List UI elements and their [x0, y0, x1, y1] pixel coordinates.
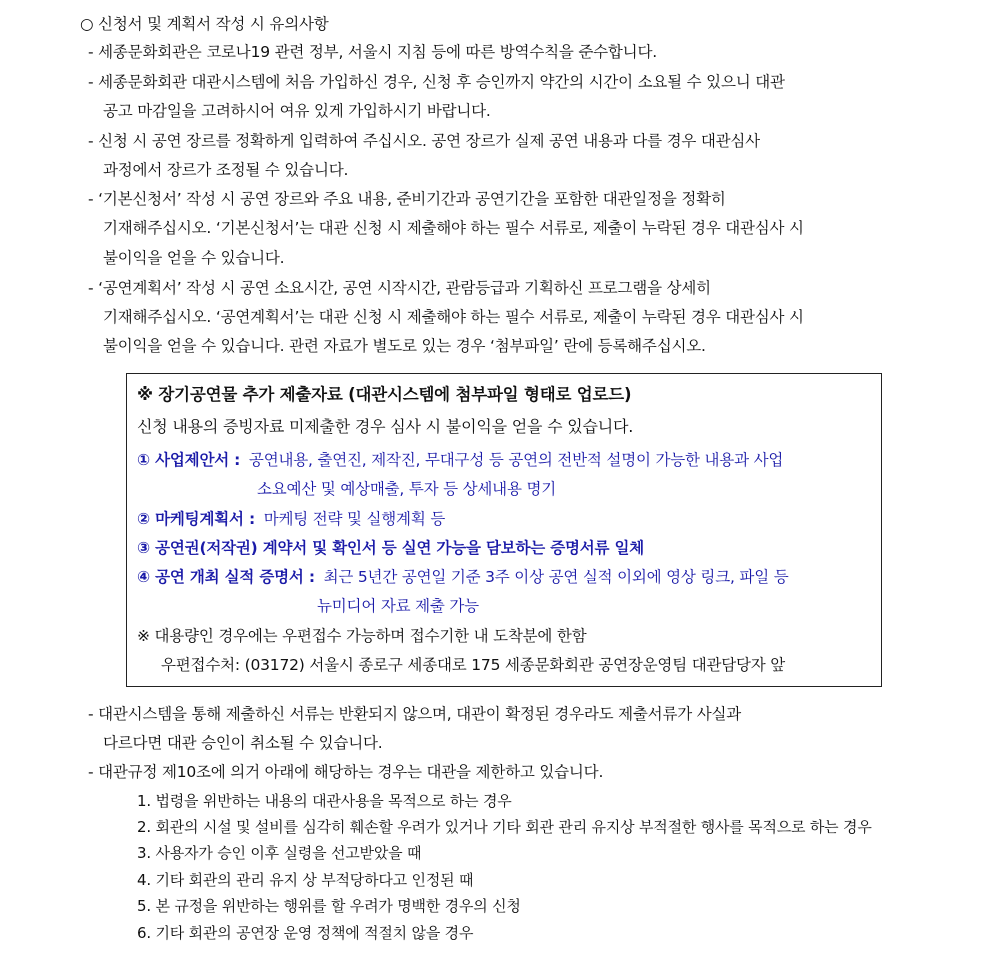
list-item: 5. 본 규정을 위반하는 행위를 할 우려가 명백한 경우의 신청	[137, 897, 521, 915]
notice-item-4-label: ④ 공연 개최 실적 증명서 :	[137, 568, 315, 586]
notice-item-1	[137, 448, 783, 472]
list-item: 4. 기타 회관의 관리 유지 상 부적당하다고 인정된 때	[137, 871, 474, 889]
bullet-genre: - 신청 시 공연 장르를 정확하게 입력하여 주십시오. 공연 장르가 실제 공연 내용과 다를 경우 대관심사	[88, 132, 760, 150]
notice-box-title: ※ 장기공연물 추가 제출자료 (대관시스템에 첨부파일 형태로 업로드)	[137, 385, 632, 404]
bullet-basic-form-cont2: 불이익을 얻을 수 있습니다.	[103, 249, 285, 267]
notice-item-4	[137, 565, 788, 589]
notice-item-1-cont: 소요예산 및 예상매출, 투자 등 상세내용 명기	[257, 480, 557, 498]
bullet-signup-cont: 공고 마감일을 고려하시어 여유 있게 가입하시기 바랍니다.	[103, 102, 491, 120]
bullet-basic-form-cont1: 기재해주십시오. ‘기본신청서’는 대관 신청 시 제출해야 하는 필수 서류로, 제출이 누락된 경우 대관심사 시	[103, 219, 804, 237]
bullet-covid: - 세종문화회관은 코로나19 관련 정부, 서울시 지침 등에 따른 방역수칙을 준수합니다.	[88, 43, 657, 61]
bullet-performance-plan: - ‘공연계획서’ 작성 시 공연 소요시간, 공연 시작시간, 관람등급과 기획하신 프로그램을 상세히	[88, 279, 711, 297]
section-heading: ○ 신청서 및 계획서 작성 시 유의사항	[80, 15, 329, 33]
notice-item-1-label: ① 사업제안서 :	[137, 451, 241, 469]
list-item: 6. 기타 회관의 공연장 운영 정책에 적절치 않을 경우	[137, 924, 474, 942]
notice-large-file-note: ※ 대용량인 경우에는 우편접수 가능하며 접수기한 내 도착분에 한함	[137, 627, 587, 645]
list-item: 2. 회관의 시설 및 설비를 심각히 훼손할 우려가 있거나 기타 회관 관리 유지상 부적절한 행사를 목적으로 하는 경우	[137, 818, 872, 836]
list-item: 3. 사용자가 승인 이후 실령을 선고받았을 때	[137, 844, 422, 862]
notice-item-4-cont: 뉴미디어 자료 제출 가능	[317, 597, 479, 615]
bullet-restriction-intro: - 대관규정 제10조에 의거 아래에 해당하는 경우는 대관을 제한하고 있습니다.	[88, 763, 604, 781]
notice-item-4-text: 최근 5년간 공연일 기준 3주 이상 공연 실적 이외에 영상 링크, 파일 등	[323, 568, 789, 586]
bullet-basic-form: - ‘기본신청서’ 작성 시 공연 장르와 주요 내용, 준비기간과 공연기간을 포함한 대관일정을 정확히	[88, 190, 726, 208]
notice-mail-address: 우편접수처: (03172) 서울시 종로구 세종대로 175 세종문화회관 공연장운영팀 대관담당자 앞	[161, 656, 786, 674]
notice-item-3: ③ 공연권(저작권) 계약서 및 확인서 등 실연 가능을 담보하는 증명서류 일체	[137, 539, 645, 557]
notice-item-2-text: 마케팅 전략 및 실행계획 등	[263, 510, 446, 528]
bullet-documents-return-cont: 다르다면 대관 승인이 취소될 수 있습니다.	[103, 734, 383, 752]
notice-box	[126, 373, 882, 687]
bullet-documents-return: - 대관시스템을 통해 제출하신 서류는 반환되지 않으며, 대관이 확정된 경우라도 제출서류가 사실과	[88, 705, 742, 723]
notice-item-2	[137, 507, 445, 531]
bullet-performance-plan-cont2: 불이익을 얻을 수 있습니다. 관련 자료가 별도로 있는 경우 ‘첨부파일’ 란에 등록해주십시오.	[103, 337, 706, 355]
notice-box-subtitle: 신청 내용의 증빙자료 미제출한 경우 심사 시 불이익을 얻을 수 있습니다.	[137, 417, 634, 436]
bullet-genre-cont: 과정에서 장르가 조정될 수 있습니다.	[103, 161, 349, 179]
bullet-performance-plan-cont1: 기재해주십시오. ‘공연계획서’는 대관 신청 시 제출해야 하는 필수 서류로, 제출이 누락된 경우 대관심사 시	[103, 308, 804, 326]
notice-item-1-text: 공연내용, 출연진, 제작진, 무대구성 등 공연의 전반적 설명이 가능한 내용과 사업	[248, 451, 784, 469]
bullet-signup: - 세종문화회관 대관시스템에 처음 가입하신 경우, 신청 후 승인까지 약간의 시간이 소요될 수 있으니 대관	[88, 73, 785, 91]
notice-item-2-label: ② 마케팅계획서 :	[137, 510, 255, 528]
list-item: 1. 법령을 위반하는 내용의 대관사용을 목적으로 하는 경우	[137, 792, 512, 810]
